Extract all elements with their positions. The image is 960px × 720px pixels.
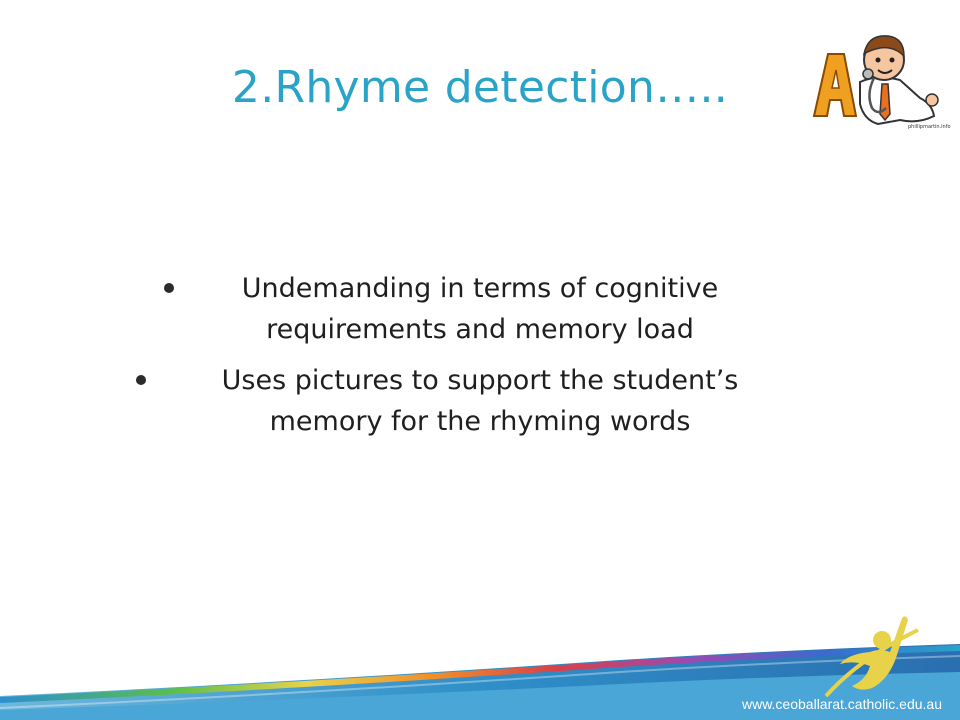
slide-title: 2.Rhyme detection….. — [231, 62, 729, 113]
bullet-dot-icon — [164, 283, 174, 293]
bullet-item — [130, 360, 830, 442]
bullet-line: memory for the rhyming words — [269, 406, 691, 437]
bullet-line: Undemanding in terms of cognitive — [241, 273, 719, 304]
bullet-line: requirements and memory load — [266, 314, 694, 345]
svg-text:phillipmartin.info: phillipmartin.info — [908, 124, 951, 130]
bullet-dot-icon — [136, 375, 146, 385]
doctor-clipart — [808, 24, 951, 132]
bullet-list — [130, 268, 830, 452]
footer-url: www.ceoballarat.catholic.edu.au — [741, 696, 942, 712]
bullet-line: Uses pictures to support the student’s — [221, 365, 739, 396]
bullet-item — [130, 268, 830, 350]
